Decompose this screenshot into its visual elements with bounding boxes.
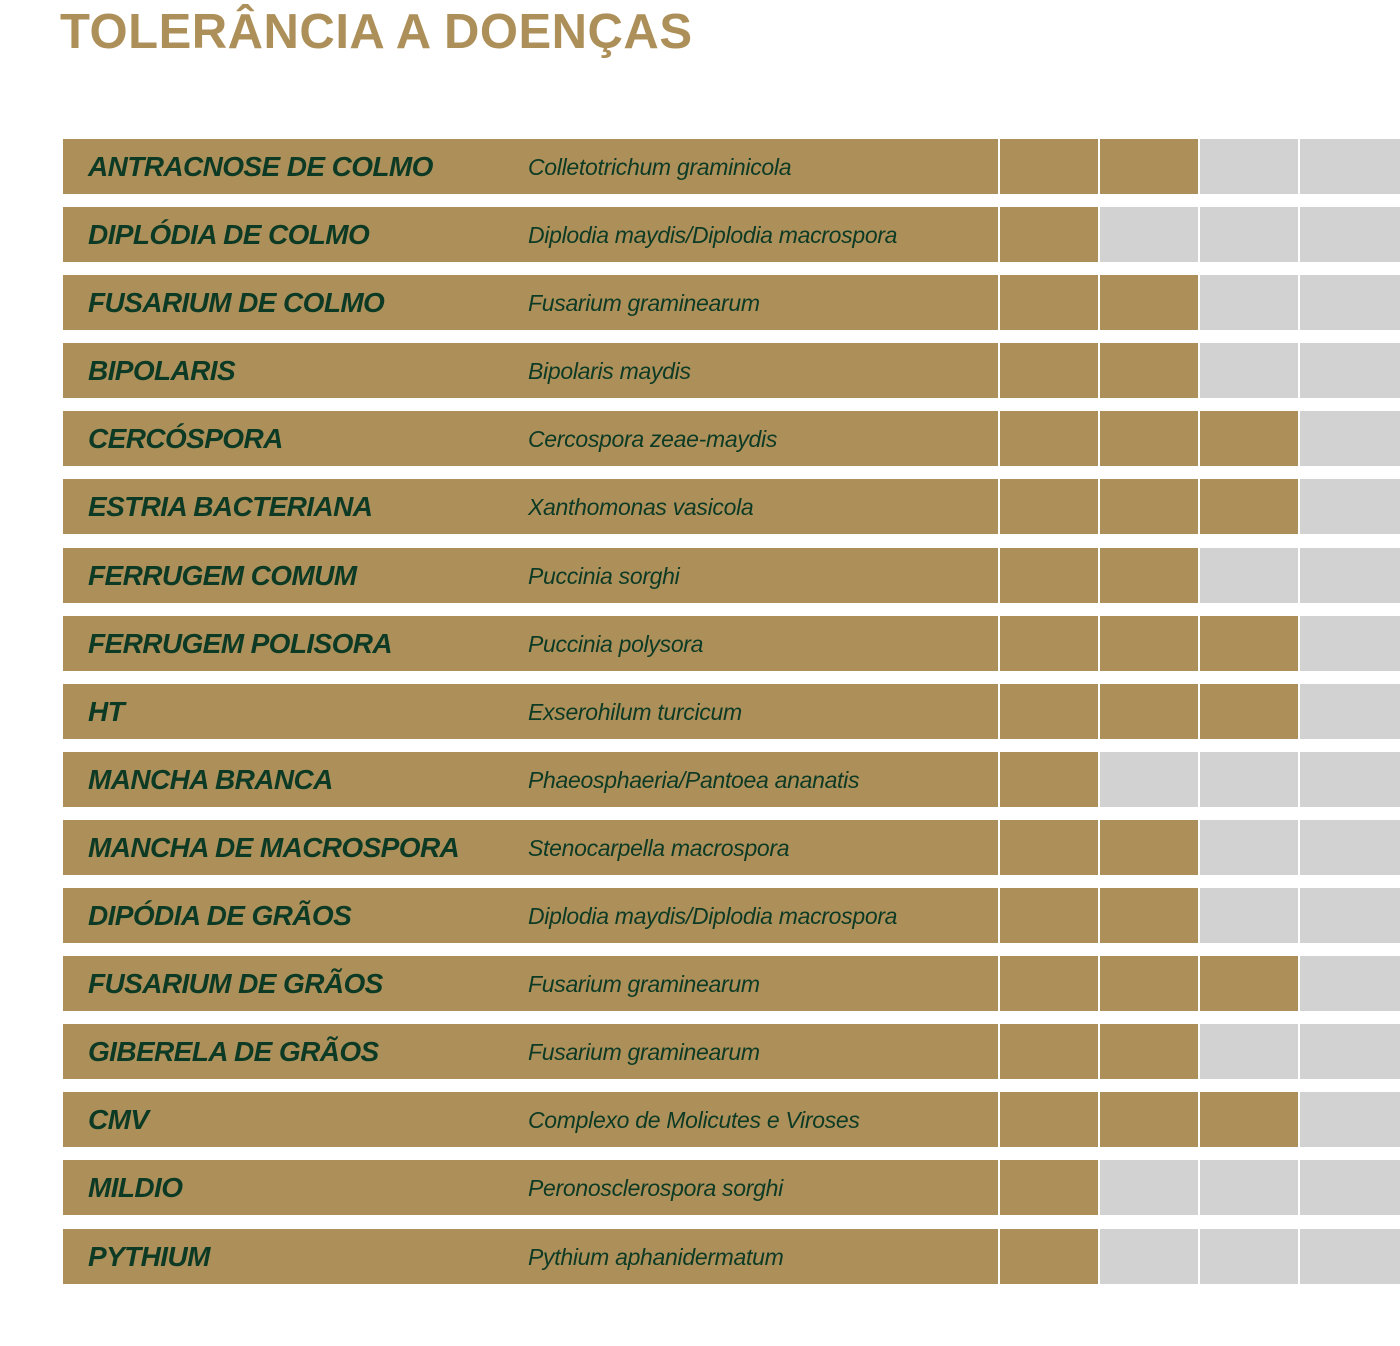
pathogen-species: Exserohilum turcicum xyxy=(528,698,742,725)
tolerance-level-cell xyxy=(998,684,1098,739)
table-row xyxy=(63,343,1400,398)
tolerance-level-cell xyxy=(1198,411,1298,466)
tolerance-level-cell xyxy=(998,343,1098,398)
tolerance-level-cell xyxy=(1298,1024,1400,1079)
tolerance-level-cell xyxy=(1098,1092,1198,1147)
tolerance-level-cell xyxy=(998,820,1098,875)
tolerance-level-cell xyxy=(1198,479,1298,534)
tolerance-level-cell xyxy=(1098,548,1198,603)
tolerance-level-cell xyxy=(998,548,1098,603)
tolerance-level-cell xyxy=(998,1024,1098,1079)
pathogen-species: Puccinia sorghi xyxy=(528,562,680,589)
tolerance-level-cell xyxy=(1298,888,1400,943)
pathogen-species: Stenocarpella macrospora xyxy=(528,834,790,861)
tolerance-level-cell xyxy=(1098,888,1198,943)
disease-name: FUSARIUM DE COLMO xyxy=(88,287,385,319)
tolerance-level-cell xyxy=(998,1092,1098,1147)
pathogen-species: Diplodia maydis/Diplodia macrospora xyxy=(528,222,898,249)
tolerance-level-cell xyxy=(1098,139,1198,194)
tolerance-level-cell xyxy=(1098,1160,1198,1215)
tolerance-level-cell xyxy=(1298,1160,1400,1215)
pathogen-species: Phaeosphaeria/Pantoea ananatis xyxy=(528,766,860,793)
tolerance-level-cell xyxy=(1098,820,1198,875)
pathogen-species: Puccinia polysora xyxy=(528,630,704,657)
table-row xyxy=(63,548,1400,603)
disease-name: CMV xyxy=(88,1104,149,1136)
tolerance-level-cell xyxy=(1098,1229,1198,1284)
tolerance-level-cell xyxy=(1298,548,1400,603)
tolerance-level-cell xyxy=(998,479,1098,534)
tolerance-level-cell xyxy=(1198,343,1298,398)
tolerance-level-cell xyxy=(1298,684,1400,739)
tolerance-level-cell xyxy=(1298,616,1400,671)
disease-name: MILDIO xyxy=(88,1172,183,1204)
table-row xyxy=(63,1160,1400,1215)
table-row xyxy=(63,888,1400,943)
tolerance-level-cell xyxy=(1198,1160,1298,1215)
tolerance-level-cell xyxy=(1098,275,1198,330)
disease-name: FERRUGEM POLISORA xyxy=(88,627,393,659)
disease-name: FUSARIUM DE GRÃOS xyxy=(88,968,383,1000)
tolerance-level-cell xyxy=(1198,1092,1298,1147)
pathogen-species: Peronosclerospora sorghi xyxy=(528,1175,783,1202)
disease-name: MANCHA BRANCA xyxy=(88,763,333,795)
table-row xyxy=(63,752,1400,807)
table-row xyxy=(63,479,1400,534)
disease-name: ANTRACNOSE DE COLMO xyxy=(88,151,433,182)
disease-name: HT xyxy=(88,695,125,727)
disease-name: ESTRIA BACTERIANA xyxy=(88,491,373,523)
table-row xyxy=(63,820,1400,875)
tolerance-level-cell xyxy=(1098,684,1198,739)
tolerance-level-cell xyxy=(1298,275,1400,330)
tolerance-level-cell xyxy=(1298,752,1400,807)
tolerance-level-cell xyxy=(1298,343,1400,398)
tolerance-level-cell xyxy=(998,207,1098,262)
disease-name: CERCÓSPORA xyxy=(88,423,283,455)
pathogen-species: Fusarium graminearum xyxy=(528,971,760,998)
pathogen-species: Colletotrichum graminicola xyxy=(528,154,792,180)
tolerance-level-cell xyxy=(998,888,1098,943)
pathogen-species: Bipolaris maydis xyxy=(528,358,691,385)
tolerance-level-cell xyxy=(1198,956,1298,1011)
pathogen-species: Diplodia maydis/Diplodia macrospora xyxy=(528,903,898,930)
pathogen-species: Pythium aphanidermatum xyxy=(528,1243,784,1270)
tolerance-level-cell xyxy=(1198,888,1298,943)
disease-name: BIPOLARIS xyxy=(88,355,236,387)
tolerance-level-cell xyxy=(998,275,1098,330)
table-row xyxy=(63,275,1400,330)
page-title: TOLERÂNCIA A DOENÇAS xyxy=(60,5,693,59)
tolerance-level-cell xyxy=(1198,684,1298,739)
pathogen-species: Cercospora zeae-maydis xyxy=(528,426,778,453)
tolerance-level-cell xyxy=(998,139,1098,194)
tolerance-level-cell xyxy=(1198,820,1298,875)
tolerance-level-cell xyxy=(1298,820,1400,875)
table-row xyxy=(63,616,1400,671)
tolerance-level-cell xyxy=(1198,1229,1298,1284)
tolerance-level-cell xyxy=(998,956,1098,1011)
tolerance-level-cell xyxy=(1298,1229,1400,1284)
table-row xyxy=(63,956,1400,1011)
disease-name: MANCHA DE MACROSPORA xyxy=(88,831,460,863)
tolerance-level-cell xyxy=(1098,752,1198,807)
tolerance-level-cell xyxy=(1198,548,1298,603)
tolerance-level-cell xyxy=(1098,411,1198,466)
tolerance-level-cell xyxy=(1298,207,1400,262)
tolerance-level-cell xyxy=(1198,139,1298,194)
tolerance-level-cell xyxy=(1298,139,1400,194)
pathogen-species: Xanthomonas vasicola xyxy=(528,494,754,521)
tolerance-level-cell xyxy=(998,1229,1098,1284)
tolerance-level-cell xyxy=(1098,1024,1198,1079)
tolerance-level-cell xyxy=(1198,1024,1298,1079)
tolerance-level-cell xyxy=(998,752,1098,807)
tolerance-level-cell xyxy=(1198,752,1298,807)
tolerance-level-cell xyxy=(1298,1092,1400,1147)
tolerance-level-cell xyxy=(1198,616,1298,671)
tolerance-level-cell xyxy=(998,411,1098,466)
tolerance-level-cell xyxy=(1298,956,1400,1011)
tolerance-level-cell xyxy=(1098,343,1198,398)
tolerance-level-cell xyxy=(998,616,1098,671)
disease-name: DIPÓDIA DE GRÃOS xyxy=(88,900,352,932)
pathogen-species: Fusarium graminearum xyxy=(528,1039,760,1066)
tolerance-level-cell xyxy=(998,1160,1098,1215)
tolerance-level-cell xyxy=(1298,411,1400,466)
table-row xyxy=(63,411,1400,466)
tolerance-level-cell xyxy=(1098,479,1198,534)
table-row xyxy=(63,1229,1400,1284)
tolerance-level-cell xyxy=(1098,956,1198,1011)
disease-name: PYTHIUM xyxy=(88,1240,210,1272)
table-row xyxy=(63,1092,1400,1147)
pathogen-species: Complexo de Molicutes e Viroses xyxy=(528,1107,860,1134)
table-row xyxy=(63,139,1400,194)
pathogen-species: Fusarium graminearum xyxy=(528,290,760,317)
disease-tolerance-table xyxy=(63,139,1400,1297)
tolerance-level-cell xyxy=(1098,207,1198,262)
tolerance-level-cell xyxy=(1298,479,1400,534)
tolerance-level-cell xyxy=(1098,616,1198,671)
table-row xyxy=(63,1024,1400,1079)
table-row xyxy=(63,684,1400,739)
disease-name: GIBERELA DE GRÃOS xyxy=(88,1036,379,1068)
table-row xyxy=(63,207,1400,262)
tolerance-level-cell xyxy=(1198,275,1298,330)
disease-name: DIPLÓDIA DE COLMO xyxy=(88,219,370,251)
disease-name: FERRUGEM COMUM xyxy=(88,559,357,591)
tolerance-level-cell xyxy=(1198,207,1298,262)
